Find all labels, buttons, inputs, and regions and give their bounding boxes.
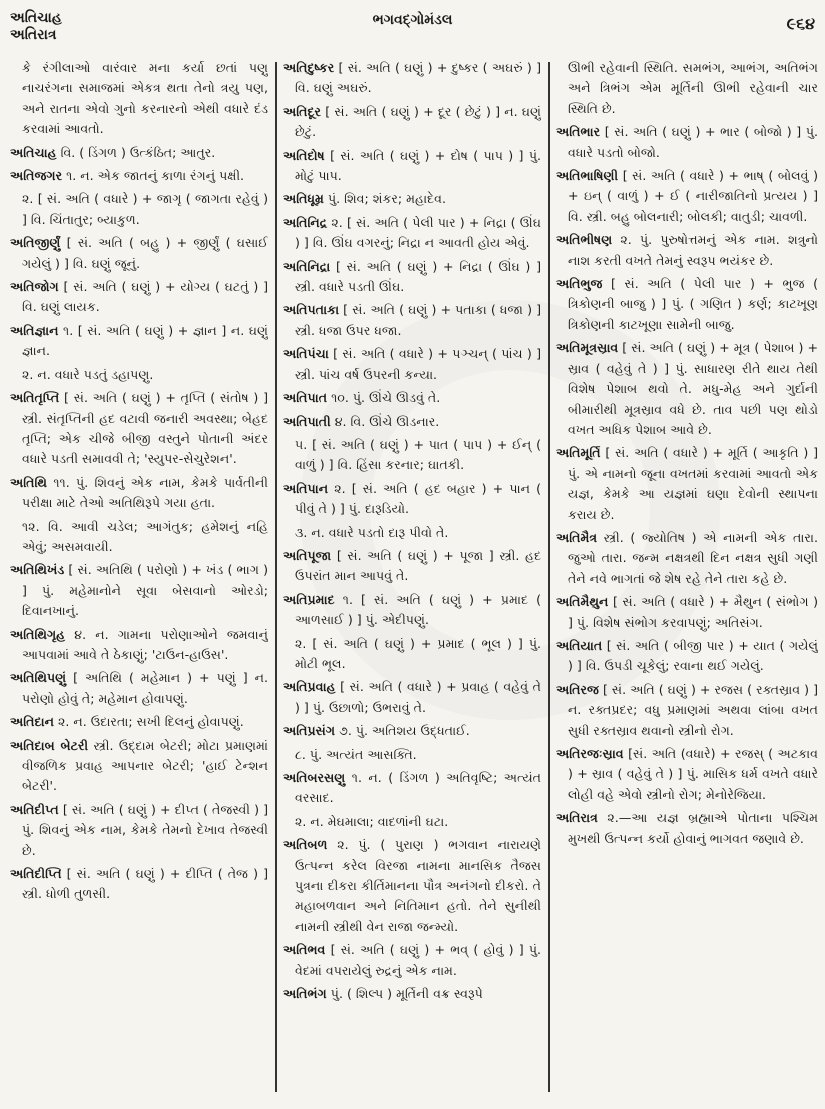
entry-headword: અતિપૂજા — [283, 547, 332, 563]
entry-headword: અતિપતાકા — [283, 302, 340, 318]
dictionary-entry — [556, 230, 818, 271]
entry-headword: અતિદીપ્તિ — [10, 866, 62, 882]
dictionary-entry — [10, 365, 268, 385]
entry-headword: અતિભીષણ — [556, 232, 613, 248]
dictionary-entry — [10, 800, 268, 861]
page-header — [0, 0, 825, 56]
entry-definition: વિ. ( ડિંગળ ) ઉત્કંઠિત; આતુર. — [56, 144, 216, 160]
entry-definition: [ સં. અતિ ( વધારે ) + મૈથુન ( સંભોગ ) ] પું. વિશેષ સંભોગ કરવાપણું; અતિસંગ. — [568, 594, 818, 630]
dictionary-entry — [10, 189, 268, 230]
dictionary-entry — [10, 58, 268, 140]
entry-definition: [ સં. અતિ ( ઘણું ) + તૃપ્તિ ( સંતોષ ) ] સ્ત્રી. સંતૃપ્તિની હદ વટાવી જનારી અવસ્થા; બેહદ તૃપ્તિ; એક ચીજે બીજી વસ્તુને પોતાની અંદર વધારે પડતી સમાવવી તે; 'સ્યુપર-સેચુરેશન'. — [22, 390, 268, 467]
entry-headword: અતિપાતી — [283, 413, 331, 429]
entry-headword: અતિભુજ — [556, 276, 603, 292]
entry-definition: [ સં. અતિ ( ઘણું ) + પૂજા ] સ્ત્રી. હદ ઉપરાંત માન આપવું તે. — [295, 547, 541, 584]
entry-headword: અતિજગર — [10, 168, 63, 184]
entry-headword: અતિમૂર્તિ — [556, 445, 601, 461]
entry-headword: અતિજ્ઞાન — [10, 322, 59, 338]
entry-definition: [ સં. અતિ ( વધારે ) + પ્રવાહ ( વહેવું તે ) ] પું. ઉછાળો; ઉભરાવું તે. — [295, 679, 541, 715]
dictionary-columns — [0, 58, 825, 1098]
entry-headword: અતિપાત — [283, 390, 328, 406]
entry-definition: ૧૧. પું. શિવનું એક નામ, કેમકે પાર્વતીની પરીક્ષા માટે તેઓ અતિથિરૂપે ગયા હતા. — [22, 474, 268, 511]
entry-definition: ૨. ન. ઉદારતા; સખી દિલનું હોવાપણું. — [54, 714, 244, 730]
entry-definition: ૮. પું. અત્યંત આસક્તિ. — [295, 746, 417, 762]
dictionary-entry — [283, 257, 541, 298]
entry-headword: અતિપ્રવાહ — [283, 679, 336, 695]
dictionary-entry — [10, 864, 268, 905]
book-title: ભગવદ્ગોમંડલ — [372, 12, 453, 28]
entry-definition: ૨. ન. મેઘમાલા; વાદળાંની ઘટા. — [295, 813, 449, 829]
entry-definition: [ સં. અતિ ( ઘણું ) + દીપ્ત ( તેજસ્વી ) ] પું. શિવનું એક નામ, કેમકે તેમનો દેખાવ તેજસ્વી છે. — [22, 801, 268, 858]
dictionary-entry — [556, 443, 818, 525]
entry-definition: [ સં. અતિ ( ઘણું ) + નિદ્રા ( ઊંઘ ) ] સ્ત્રી. વધારે પડતી ઊંઘ. — [295, 258, 541, 295]
dictionary-entry — [283, 835, 541, 937]
entry-definition: [ સં. અતિ ( ઘણું ) + ભાર ( બોજો ) ] પું. વધારે પડતો બોજો. — [568, 124, 818, 160]
dictionary-entry — [556, 338, 818, 440]
entry-headword: અતિરજ — [556, 681, 599, 697]
entry-headword: અતિભવ — [283, 942, 326, 958]
column-2 — [283, 58, 541, 1093]
entry-definition: ૧૦. પું. ઊંચે ઊડવું તે. — [327, 390, 441, 406]
entry-definition: ૨. ન. વધારે પડતું ડહાપણુ. — [22, 366, 154, 382]
dictionary-entry — [283, 721, 541, 741]
entry-headword: અતિધૂમ્ર — [283, 191, 324, 207]
dictionary-entry — [283, 102, 541, 143]
entry-headword: અતિબળ — [283, 837, 328, 853]
entry-headword: અતિદાન — [10, 714, 54, 730]
entry-definition: [સં. અતિ (વધારે) + રજસ્ ( અટકાવ ) + સ્રાવ ( વહેવું તે ) ] પું. માસિક ધર્મ વખતે વધારે લોહી વહે એવો સ્ત્રીનો રોગ; મેનોરેજિયા. — [568, 746, 818, 802]
entry-headword: અતિદૂર — [283, 103, 322, 119]
entry-definition: [ સં. અતિ ( ઘણું ) + મૂત્ર ( પેશાબ ) + સ્રાવ ( વહેવું તે ) ] પું. સાધારણ રીતે થાય તેથી વિશેષ પેશાબ થવો તે. મધુ-મેહ અને ગુર્દાની બીમારીથી મૂત્રસ્રાવ વધે છે. તાવ પછી પણ થોડો વખત અધિક પેશાબ આવે છે. — [568, 340, 818, 437]
entry-headword: અતિજીર્ણું — [10, 235, 61, 251]
dictionary-entry — [556, 122, 818, 163]
entry-definition: સ્ત્રી. ( જ્યોતિષ ) એ નામની એક તારા. જુઓ તારા. જન્મ નક્ષત્રથી દિન નક્ષત્ર સુધી ગણી તેને નવે ભાગતાં જે શેષ રહે તેને તારા કહે છે. — [568, 529, 818, 586]
dictionary-entry — [10, 625, 268, 666]
entry-definition: [ સં. અતિ ( વધારે ) + મૂર્તિ ( આકૃતિ ) ] પું. એ નામનો જૂના વખતમાં કરવામાં આવતો એક યજ્ઞ, કેમકે આ યજ્ઞમાં ઘણા દેવોની સ્થાપના કરાય છે. — [568, 445, 818, 522]
dictionary-entry — [283, 146, 541, 187]
entry-definition: ૫. [ સં. અતિ ( ઘણું ) + પાત ( પાપ ) + ઈન્ ( વાળું ) ] વિ. હિંસા કરનાર; ઘાતકી. — [295, 436, 541, 473]
entry-headword: અતિનિદ્રા — [283, 258, 331, 274]
dictionary-entry — [10, 277, 268, 318]
column-divider — [548, 62, 550, 1092]
entry-definition: ૧. [ સં. અતિ ( ઘણું ) + જ્ઞાન ] ન. ઘણું જ્ઞાન. — [22, 322, 268, 359]
entry-headword: અતિથિપણું — [10, 670, 67, 686]
entry-definition: ૨. [ સં. અતિ ( વધારે ) + જાગૃ ( જાગતા રહેવું ) ] વિ. ચિંતાતુર; બ્યાકુળ. — [22, 191, 268, 227]
entry-headword: અતિમૈત્ર — [556, 529, 598, 545]
entry-headword: અતિભંગ — [283, 986, 327, 1002]
entry-headword: અતિપ્રસંગ — [283, 723, 336, 739]
entry-definition: [ સં. અતિ ( બહુ ) + જીર્ણું ( ઘસાઈ ગયેલું ) ] વિ. ઘણું જૂનું. — [22, 235, 268, 271]
guide-word-first: અતિચાહ — [10, 10, 62, 26]
dictionary-entry — [283, 812, 541, 832]
entry-definition: ૧. ન. એક જાતનું કાળા રંગનું પક્ષી. — [62, 168, 245, 184]
dictionary-entry — [10, 143, 268, 163]
dictionary-entry — [283, 300, 541, 341]
dictionary-entry — [10, 668, 268, 709]
entry-definition: ૧. ન. ( ડિંગળ ) અતિવૃષ્ટિ; અત્યંત વરસાદ. — [295, 770, 541, 806]
entry-definition: ૧. [ સં. અતિ ( ઘણું ) + પ્રમાદ ( આળસાઈ ) ] પું. એદીપણું. — [295, 591, 541, 628]
entry-headword: અતિયાત — [556, 637, 603, 653]
dictionary-entry — [283, 590, 541, 631]
entry-headword: અતિથિ — [10, 474, 47, 490]
entry-headword: અતિથિખંડ — [10, 562, 65, 578]
column-3 — [556, 58, 818, 1093]
dictionary-entry — [283, 940, 541, 981]
entry-definition: ૧૨. વિ. આવી ચડેલ; આગંતુક; હમેશનું નહિ એવું; અસમવાયી. — [22, 518, 268, 554]
entry-headword: અતિપ્રમાદ — [283, 591, 335, 607]
entry-definition: [ અતિથિ ( મહેમાન ) + પણું ] ન. પરોણો હોવું તે; મહેમાન હોવાપણું. — [22, 670, 268, 706]
entry-definition: [ સં. અતિ ( ઘણું ) + દીપ્તિ ( તેજ ) ] સ્ત્રી. ધોળી તુળસી. — [22, 866, 268, 902]
entry-headword: અતિરાત્ર — [556, 810, 598, 826]
dictionary-entry — [556, 636, 818, 677]
dictionary-entry — [283, 388, 541, 408]
entry-definition: [ સં. અતિથિ ( પરોણો ) + ખંડ ( ભાગ ) ] પું. મહેમાનોને સૂવા બેસવાનો ઓરડો; દિવાનખાનું. — [22, 562, 268, 619]
dictionary-entry — [283, 768, 541, 809]
entry-headword: અતિતૃપ્તિ — [10, 390, 60, 406]
entry-headword: અતિદોષ — [283, 147, 325, 163]
dictionary-entry — [283, 479, 541, 520]
dictionary-entry — [10, 321, 268, 362]
entry-definition: [ સં. અતિ ( વધારે ) + પઞ્ચન્ ( પાંચ ) ] સ્ત્રી. પાંચ વર્ષ ઉપરની કન્યા. — [295, 346, 541, 382]
entry-headword: અતિપાન — [283, 480, 329, 496]
dictionary-entry — [283, 344, 541, 385]
dictionary-entry — [283, 523, 541, 543]
entry-definition: ૪. ન. ગામના પરોણાઓને જમવાનું આપવામાં આવે તે ઠેકાણું; 'ટાઉન-હાઉસ'. — [22, 626, 268, 662]
column-divider — [275, 62, 277, 1092]
dictionary-entry — [556, 592, 818, 633]
entry-definition: [ સં. અતિ ( ઘણું ) + રજસ ( રક્તસ્રાવ ) ] ન. રક્તપ્રદર; વધુ પ્રમાણમાં અથવા લાંબા વખત સુધી રક્તસ્રાવ થવાનો સ્ત્રીનો રોગ. — [568, 681, 818, 738]
entry-headword: અતિરજઃસ્રાવ — [556, 746, 624, 761]
dictionary-entry — [283, 745, 541, 765]
entry-definition: [ સં. અતિ ( બીજી પાર ) + યાત ( ગયેલું ) ] વિ. ઉપડી ચૂકેલું; રવાના થઈ ગયેલું. — [568, 637, 818, 674]
entry-definition: ૨.—આ યજ્ઞ બ્રહ્માએ પોતાના પશ્ચિમ મુખથી ઉત્પન્ન કર્યો હોવાનું ભાગવત જણાવે છે. — [568, 810, 818, 846]
dictionary-entry — [283, 984, 541, 1004]
entry-headword: અતિમૂત્રસ્રાવ — [556, 340, 619, 356]
entry-definition: ૭. પું. અતિશય ઉદ્ધતાઈ. — [335, 723, 470, 739]
entry-headword: અતિજોગ — [10, 279, 59, 295]
entry-headword: અતિબરસણુ — [283, 770, 346, 785]
dictionary-entry — [10, 736, 268, 797]
entry-definition: ૨. પું. ( પુરાણ ) ભગવાન નારાયણે ઉત્પન્ન કરેલ વિરજા નામના માનસિક તૈજસ પુત્રના દીકરા કીર્તિમાનના પૌત્ર અનંગનો દીકરો. તે મહાબળવાન અને નિતિમાન હતો. તેને સુનીથી નામની સ્ત્રીથી વેન રાજા જન્મ્યો. — [295, 837, 541, 934]
dictionary-entry — [283, 412, 541, 432]
dictionary-entry — [556, 744, 818, 805]
entry-headword: અતિપંચા — [283, 346, 329, 362]
dictionary-entry — [556, 528, 818, 589]
dictionary-entry — [10, 560, 268, 621]
dictionary-entry — [283, 677, 541, 718]
dictionary-entry — [10, 473, 268, 514]
entry-definition: ઊભી રહેવાની સ્થિતિ. સમભંગ, આભંગ, અતિભંગ અને ત્રિભંગ એમ મૂર્તિની ઊભી રહેવાની ચાર સ્થિતિ છે. — [568, 60, 818, 116]
entry-definition: [ સં. અતિ ( ઘણું ) + દૂર ( છેટું ) ] ન. ઘણું છેટું. — [295, 103, 541, 140]
entry-definition: ૩. ન. વધારે પડતો દારૂ પીવો તે. — [295, 524, 449, 540]
dictionary-entry — [10, 712, 268, 732]
entry-definition: [ સં. અતિ ( ઘણું ) + દોષ ( પાપ ) ] પું. મોટું પાપ. — [295, 147, 541, 184]
entry-definition: ૨. પું. પુરુષોત્તમનું એક નામ. શત્રુનો નાશ કરતી વખતે તેમનું સ્વરૂપ ભયંકર છે. — [568, 232, 818, 268]
entry-definition: ૨. [ સં. અતિ ( પેલી પાર ) + નિદ્રા ( ઊંઘ ) ] વિ. ઊંઘ વગરનું; નિદ્રા ન આવતી હોય એવું. — [295, 214, 541, 251]
entry-definition: કે રંગીલાઓ વારંવાર મના કર્યા છતાં પણુ નાચરંગના સમાજમાં એકત્ર થતા તેનો ત્રયુ પણ, અને રાતના એવો ગુનો કરનારનો એથી વધારે દંડ કરવામાં આવતો. — [22, 60, 268, 137]
entry-headword: અતિદુષ્કર — [283, 60, 335, 75]
entry-definition: [ સં. અતિ ( પેલી પાર ) + ભુજ ( ત્રિકોણની બાજુ ) ] પું. ( ગણિત ) કર્ણ; કાટખૂણ ત્રિકોણની કાટખૂણા સામેની બાજુ. — [568, 276, 818, 332]
column-1 — [10, 58, 268, 1093]
dictionary-entry — [10, 517, 268, 558]
entry-definition: સ્ત્રી. ઉદ્દામ બેટરી; મોટા પ્રમાણમાં વીજળિક પ્રવાહ આપનાર બેટરી; 'હાઈ ટેન્શન બેટરી'. — [22, 737, 268, 794]
dictionary-entry — [283, 435, 541, 476]
dictionary-entry — [556, 166, 818, 227]
dictionary-entry — [556, 58, 818, 119]
dictionary-entry — [283, 546, 541, 587]
dictionary-entry — [283, 634, 541, 675]
entry-headword: અતિભાર — [556, 124, 601, 140]
dictionary-entry — [283, 213, 541, 254]
entry-headword: અતિભાષિણી — [556, 168, 619, 184]
dictionary-entry — [556, 680, 818, 741]
entry-headword: અતિચાહ — [10, 144, 57, 160]
entry-headword: અતિથિગૃહ — [10, 626, 66, 642]
entry-definition: ૨. [ સં. અતિ ( હદ બહાર ) + પાન ( પીવું તે ) ] પું. દારૂડિયો. — [295, 480, 541, 517]
entry-definition: [ સં. અતિ ( વધારે ) + ભાષ્ ( બોલવું ) + ઇન્ ( વાળું ) + ઈ ( નારીજાતિનો પ્રત્યય ) ] વિ. સ્ત્રી. બહુ બોલનારી; બોલકી; વાતુડી; ચાવળી. — [568, 168, 818, 224]
entry-headword: અતિદીપ્ત — [10, 801, 59, 817]
dictionary-entry — [10, 233, 268, 274]
dictionary-entry — [10, 166, 268, 186]
page-number: ૯૬૪ — [786, 14, 815, 33]
entry-headword: અતિદાબ બેટરી — [10, 737, 89, 753]
entry-definition: [ સં. અતિ ( ઘણું ) + યોગ્ય ( ઘટતું ) ] વિ. ઘણું લાયક. — [22, 279, 268, 315]
entry-definition: ૪. વિ. ઊંચે ઊડનાર. — [330, 413, 440, 429]
entry-definition: પું. શિવ; શંકર; મહાદેવ. — [323, 191, 446, 207]
guide-word-last: અતિરાત્ર — [10, 27, 57, 43]
entry-headword: અતિનિદ્ર — [283, 214, 328, 230]
dictionary-entry — [10, 388, 268, 470]
dictionary-entry — [556, 274, 818, 335]
entry-headword: અતિમૈથુન — [556, 594, 609, 610]
entry-definition: [ સં. અતિ ( ઘણું ) + પતાકા ( ધજા ) ] સ્ત્રી. ધજા ઉપર ધજા. — [295, 302, 541, 338]
entry-definition: ૨. [ સં. અતિ ( ઘણું ) + પ્રમાદ ( ભૂલ ) ] પું. મોટી ભૂલ. — [295, 635, 541, 671]
entry-definition: [ સં. અતિ ( ઘણું ) + દુષ્કર ( અઘરું ) ] વિ. ઘણું અઘરું. — [295, 60, 541, 96]
entry-definition: પું. ( શિલ્પ ) મૂર્તિની વક્ર સ્વરૂપે — [326, 986, 483, 1002]
dictionary-entry — [283, 189, 541, 209]
dictionary-entry — [283, 58, 541, 99]
entry-definition: [ સં. અતિ ( ઘણું ) + ભવ્ ( હોવું ) ] પું. વેદમાં વપરાયેલું રુદ્રનું એક નામ. — [295, 942, 541, 978]
dictionary-entry — [556, 808, 818, 849]
